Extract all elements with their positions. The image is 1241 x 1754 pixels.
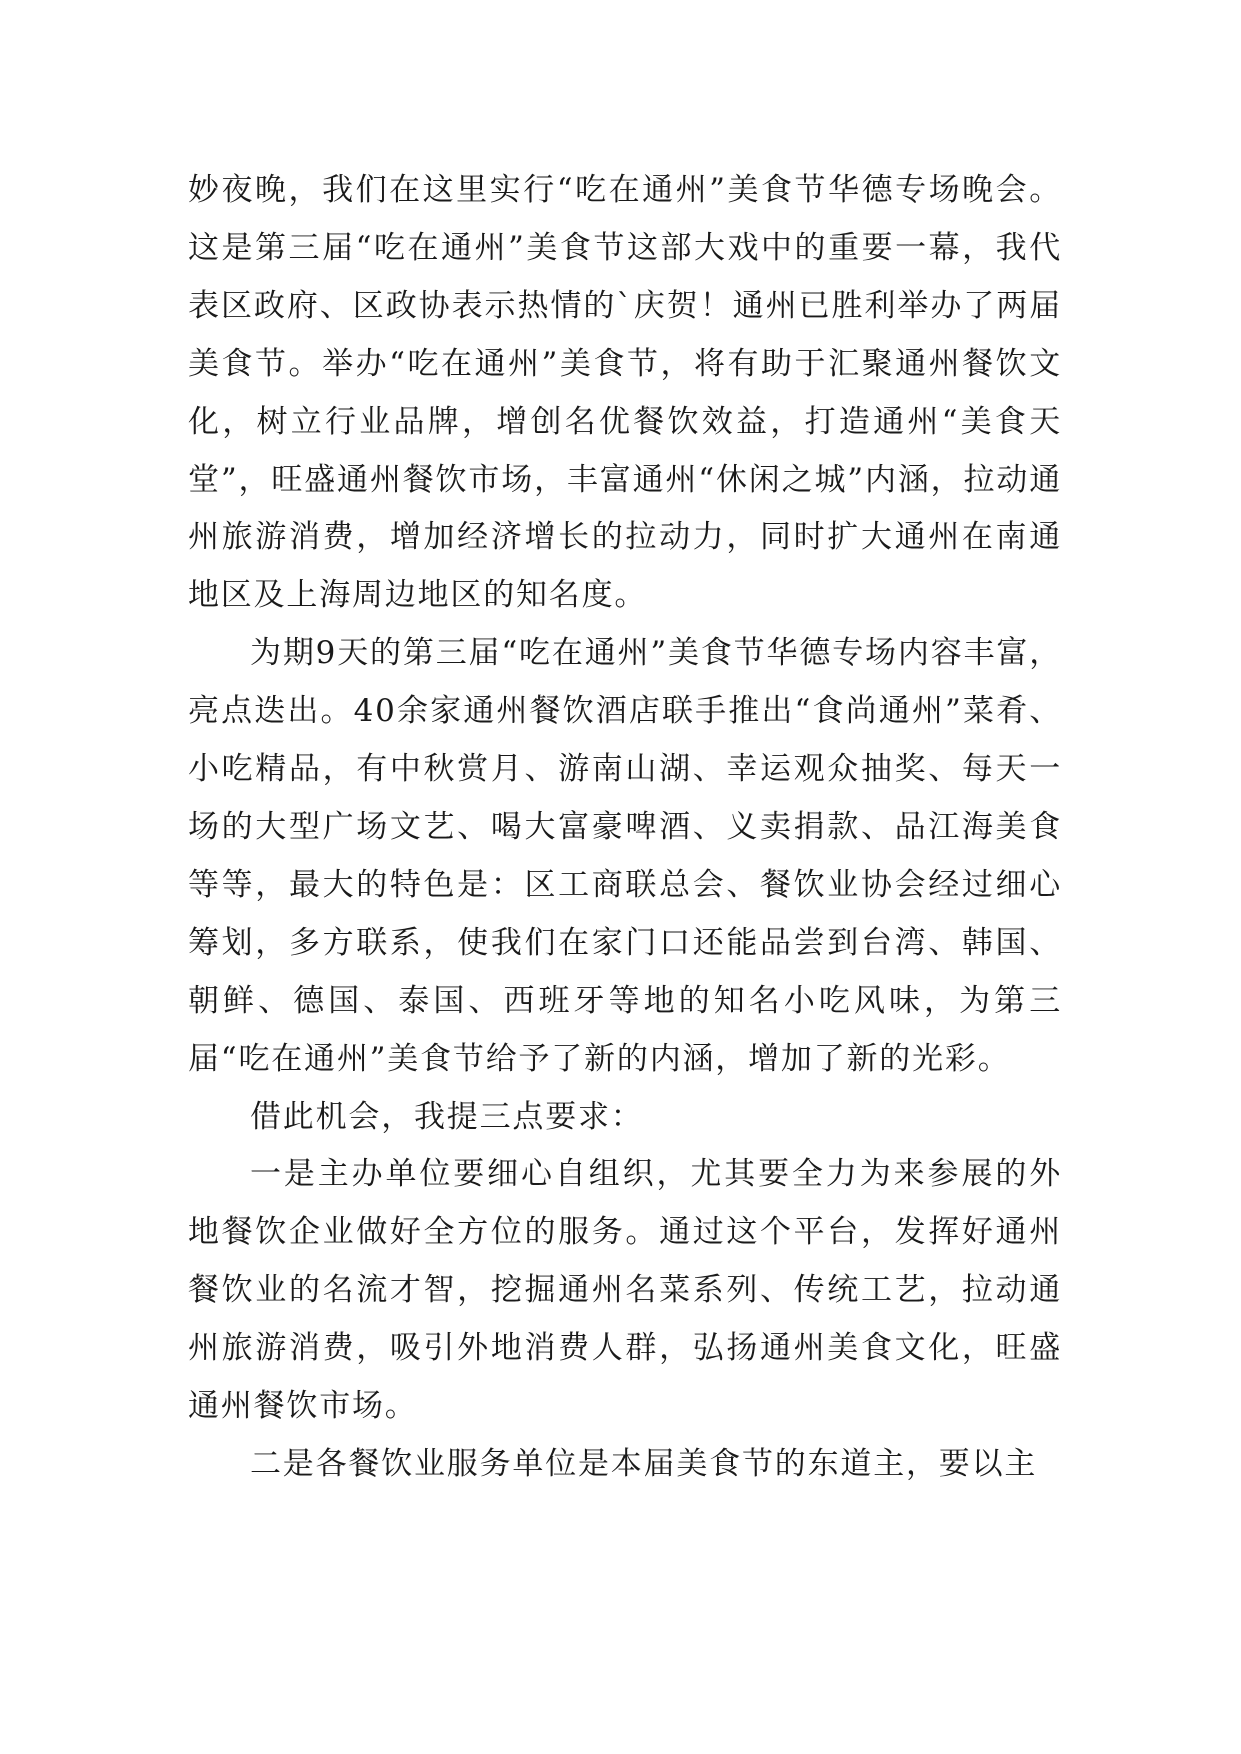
document-body: [188, 162, 1062, 1494]
paragraph-festival-details: 为期9天的第三届“吃在通州”美食节华德专场内容丰富，亮点迭出。40余家通州餐饮酒店联手推出“食尚通州”菜肴、小吃精品，有中秋赏月、游南山湖、幸运观众抽奖、每天一场的大型广场文艺、喝大富豪啤酒、义卖捐款、品江海美食等等，最大的特色是：区工商联总会、餐饮业协会经过细心筹划，多方联系，使我们在家门口还能品尝到台湾、韩国、朝鲜、德国、泰国、西班牙等地的知名小吃风味，为第三届“吃在通州”美食节给予了新的内涵，增加了新的光彩。: [188, 635, 1062, 1077]
paragraph-continuation: 妙夜晚，我们在这里实行“吃在通州”美食节华德专场晚会。这是第三届“吃在通州”美食节这部大戏中的重要一幕，我代表区政府、区政协表示热情的`庆贺！通州已胜利举办了两届美食节。举办“吃在通州”美食节，将有助于汇聚通州餐饮文化，树立行业品牌，增创名优餐饮效益，打造通州“美食天堂”，旺盛通州餐饮市场，丰富通州“休闲之城”内涵，拉动通州旅游消费，增加经济增长的拉动力，同时扩大通州在南通地区及上海周边地区的知名度。: [188, 172, 1062, 614]
paragraph-requirement-two: 二是各餐饮业服务单位是本届美食节的东道主，要以主: [250, 1445, 1038, 1482]
paragraph-requirement-one: 一是主办单位要细心自组织，尤其要全力为来参展的外地餐饮企业做好全方位的服务。通过这个平台，发挥好通州餐饮业的名流才智，挖掘通州名菜系列、传统工艺，拉动通州旅游消费，吸引外地消费人群，弘扬通州美食文化，旺盛通州餐饮市场。: [188, 1156, 1062, 1425]
paragraph-requirements-intro: 借此机会，我提三点要求：: [250, 1098, 644, 1135]
